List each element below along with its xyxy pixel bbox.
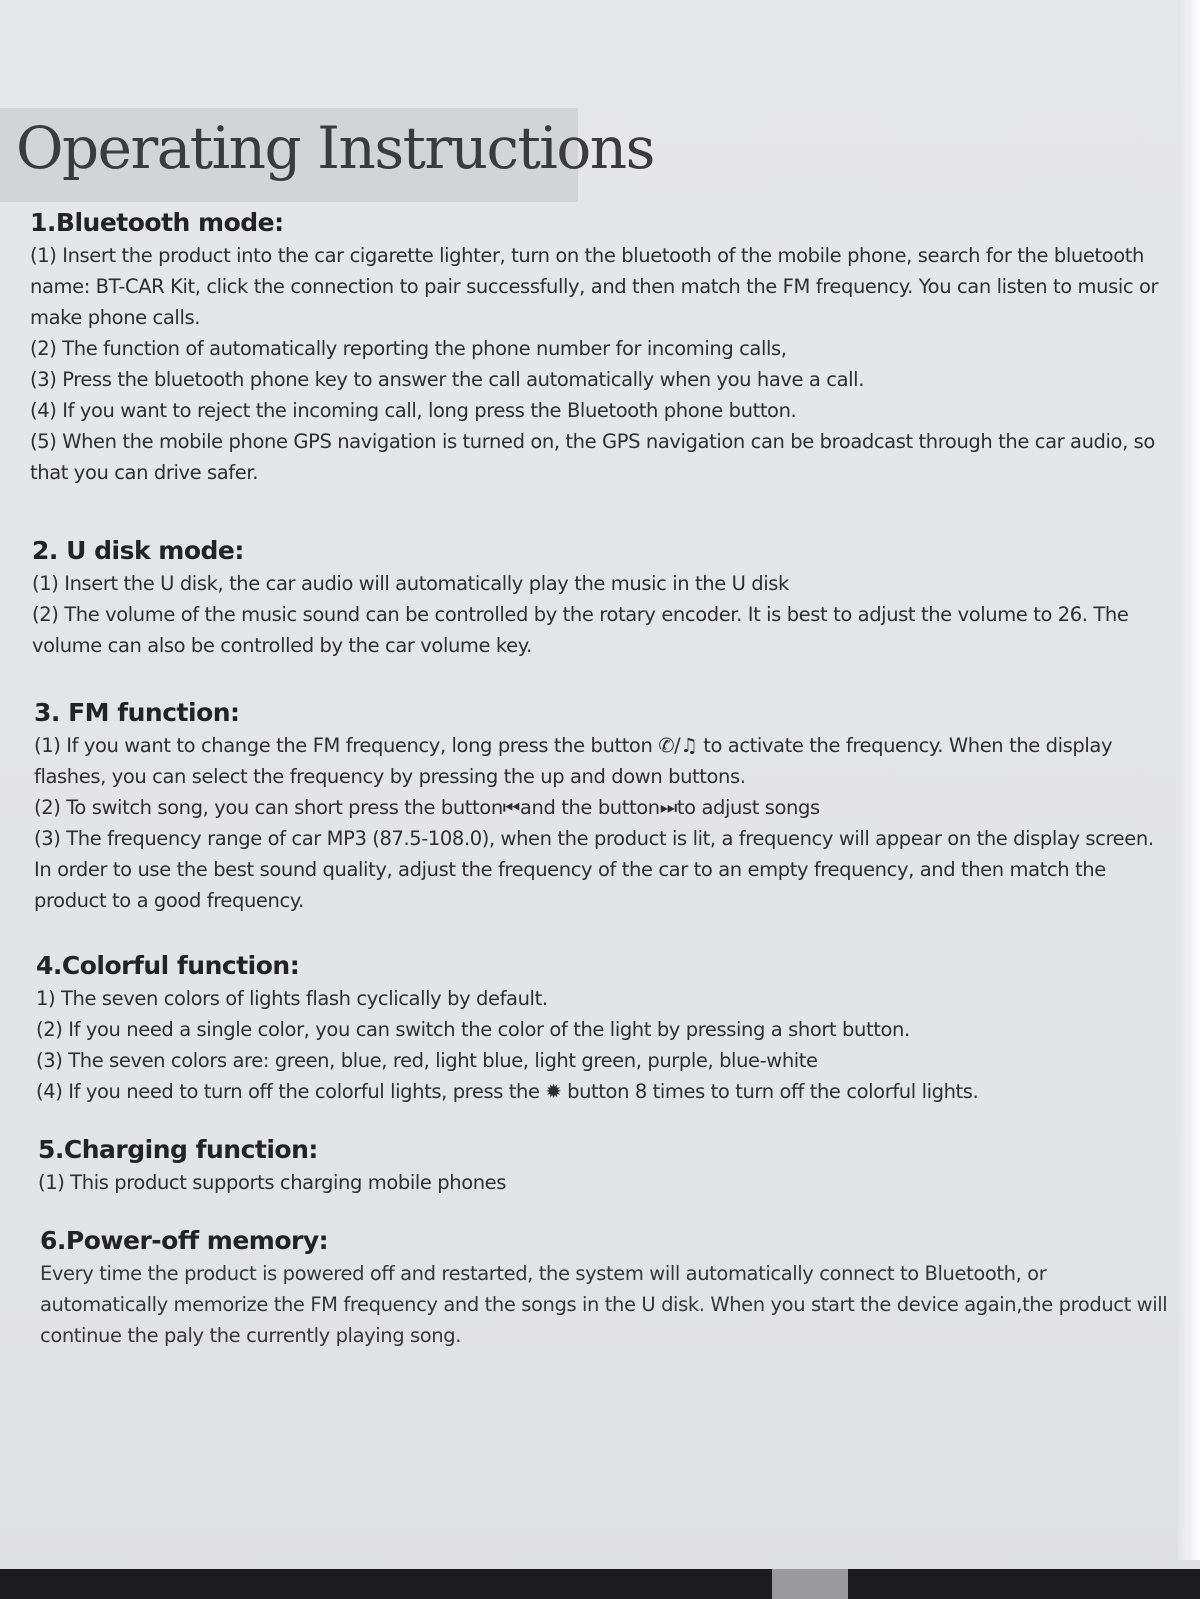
paragraph: (2) If you need a single color, you can switch the color of the light by pressing a short button. [36,1018,910,1041]
section-heading: 2. U disk mode: [32,536,244,565]
section-heading: 5.Charging function: [38,1135,318,1164]
paragraph: 1) The seven colors of lights flash cyclically by default. [36,987,548,1010]
paragraph: (3) Press the bluetooth phone key to answer the call automatically when you have a call. [30,368,864,391]
section-heading: 3. FM function: [34,698,240,727]
section-heading: 1.Bluetooth mode: [30,208,284,237]
section-colorful-function [0,949,1166,1107]
paragraph: (2) To switch song, you can short press the button⏮and the button⏭to adjust songs [34,796,820,819]
paragraph: Every time the product is powered off and restarted, the system will automatically connect to Bluetooth, or automatically memorize the FM frequency and the songs in the U disk. When you start the device again,the product will continue the paly the currently playing song. [40,1262,1168,1347]
paragraph: (1) If you want to change the FM frequency, long press the button ✆/♫ to activate the frequency. When the display flashes, you can select the frequency by pressing the up and down buttons. [34,734,1113,788]
paragraph: (1) This product supports charging mobile phones [38,1171,507,1194]
paragraph: (4) If you want to reject the incoming call, long press the Bluetooth phone button. [30,399,797,422]
paragraph: (1) Insert the U disk, the car audio will automatically play the music in the U disk [32,572,789,595]
bottom-notch [772,1569,848,1599]
paragraph: (1) Insert the product into the car cigarette lighter, turn on the bluetooth of the mobile phone, search for the bluetooth name: BT-CAR Kit, click the connection to pair successfully, and then match the FM frequency. You can listen to music or make phone calls. [30,244,1159,329]
section-fm-function [0,696,1164,916]
page-title: Operating Instructions [16,114,654,182]
paragraph: (2) The function of automatically reporting the phone number for incoming calls, [30,337,787,360]
section-bluetooth-mode [0,206,1160,488]
section-power-off-memory [0,1224,1170,1351]
section-u-disk-mode [0,534,1162,661]
paragraph: (3) The frequency range of car MP3 (87.5-108.0), when the product is lit, a frequency will appear on the display screen. In order to use the best sound quality, adjust the frequency of the car to an empty frequency, and then match the product to a good frequency. [34,827,1154,912]
section-charging-function [0,1133,1168,1198]
section-heading: 4.Colorful function: [36,951,300,980]
paragraph: (5) When the mobile phone GPS navigation is turned on, the GPS navigation can be broadcast through the car audio, so that you can drive safer. [30,430,1155,484]
section-heading: 6.Power-off memory: [40,1226,329,1255]
bottom-shadow-bar [0,1569,1200,1599]
page-edge [1178,0,1200,1560]
paragraph: (2) The volume of the music sound can be controlled by the rotary encoder. It is best to adjust the volume to 26. The volume can also be controlled by the car volume key. [32,603,1129,657]
paragraph: (3) The seven colors are: green, blue, red, light blue, light green, purple, blue-white [36,1049,818,1072]
paragraph: (4) If you need to turn off the colorful lights, press the ✹ button 8 times to turn off the colorful lights. [36,1080,979,1103]
